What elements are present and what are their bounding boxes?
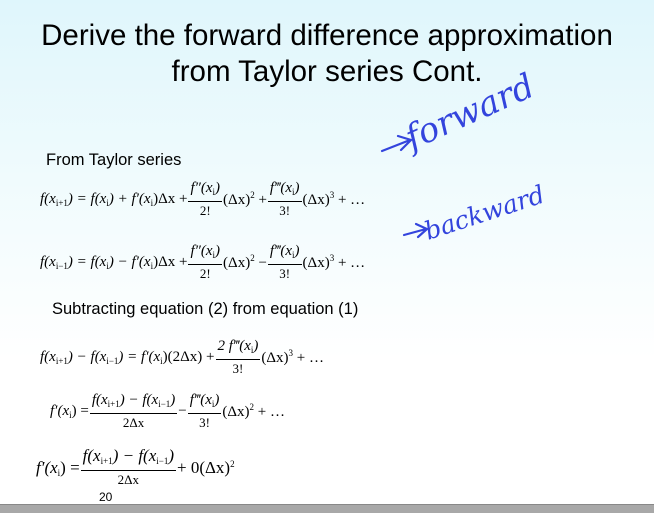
equation-4: $f'(x_i)$ = $\frac{f(x_{i+1}) - f(x_{i-1})}{2\Delta x}$ − $\frac{f‴(x_i)}{3!}$ $(\Delta x)^2$ + … [50, 392, 285, 430]
subtracting-label: Subtracting equation (2) from equation (1) [52, 300, 359, 318]
title-line-1: Derive the forward difference approximation [41, 19, 613, 52]
equation-1: $f(x_{i+1}) = f(x_i) + f'(x_i)\Delta x$ + $\frac{f''(x_i)}{2!}$ $(\Delta x)^2$ + $\frac{f‴(x_i)}{3!}$ $(\Delta x)^3$ + … [40, 180, 366, 218]
forward-annotation: forward [399, 66, 541, 159]
page-number: 20 [99, 490, 113, 504]
backward-annotation: backward [420, 179, 549, 246]
title-line-2: from Taylor series Cont. [171, 55, 483, 88]
equation-2: $f(x_{i-1}) = f(x_i) - f'(x_i)\Delta x$ + $\frac{f''(x_i)}{2!}$ $(\Delta x)^2$ − $\frac{f‴(x_i)}{3!}$ $(\Delta x)^3$ + … [40, 243, 366, 281]
equation-3: $f(x_{i+1}) - f(x_{i-1}) = f'(x_i)(2\Delta x)$ + $\frac{2 f‴(x_i)}{3!}$ $(\Delta x)^3$ + … [40, 338, 324, 376]
equation-5: $f'(x_i)$ = $\frac{f(x_{i+1}) - f(x_{i-1})}{2\Delta x}$ + $0(\Delta x)^2$ [36, 446, 235, 487]
from-taylor-label: From Taylor series [46, 151, 182, 169]
